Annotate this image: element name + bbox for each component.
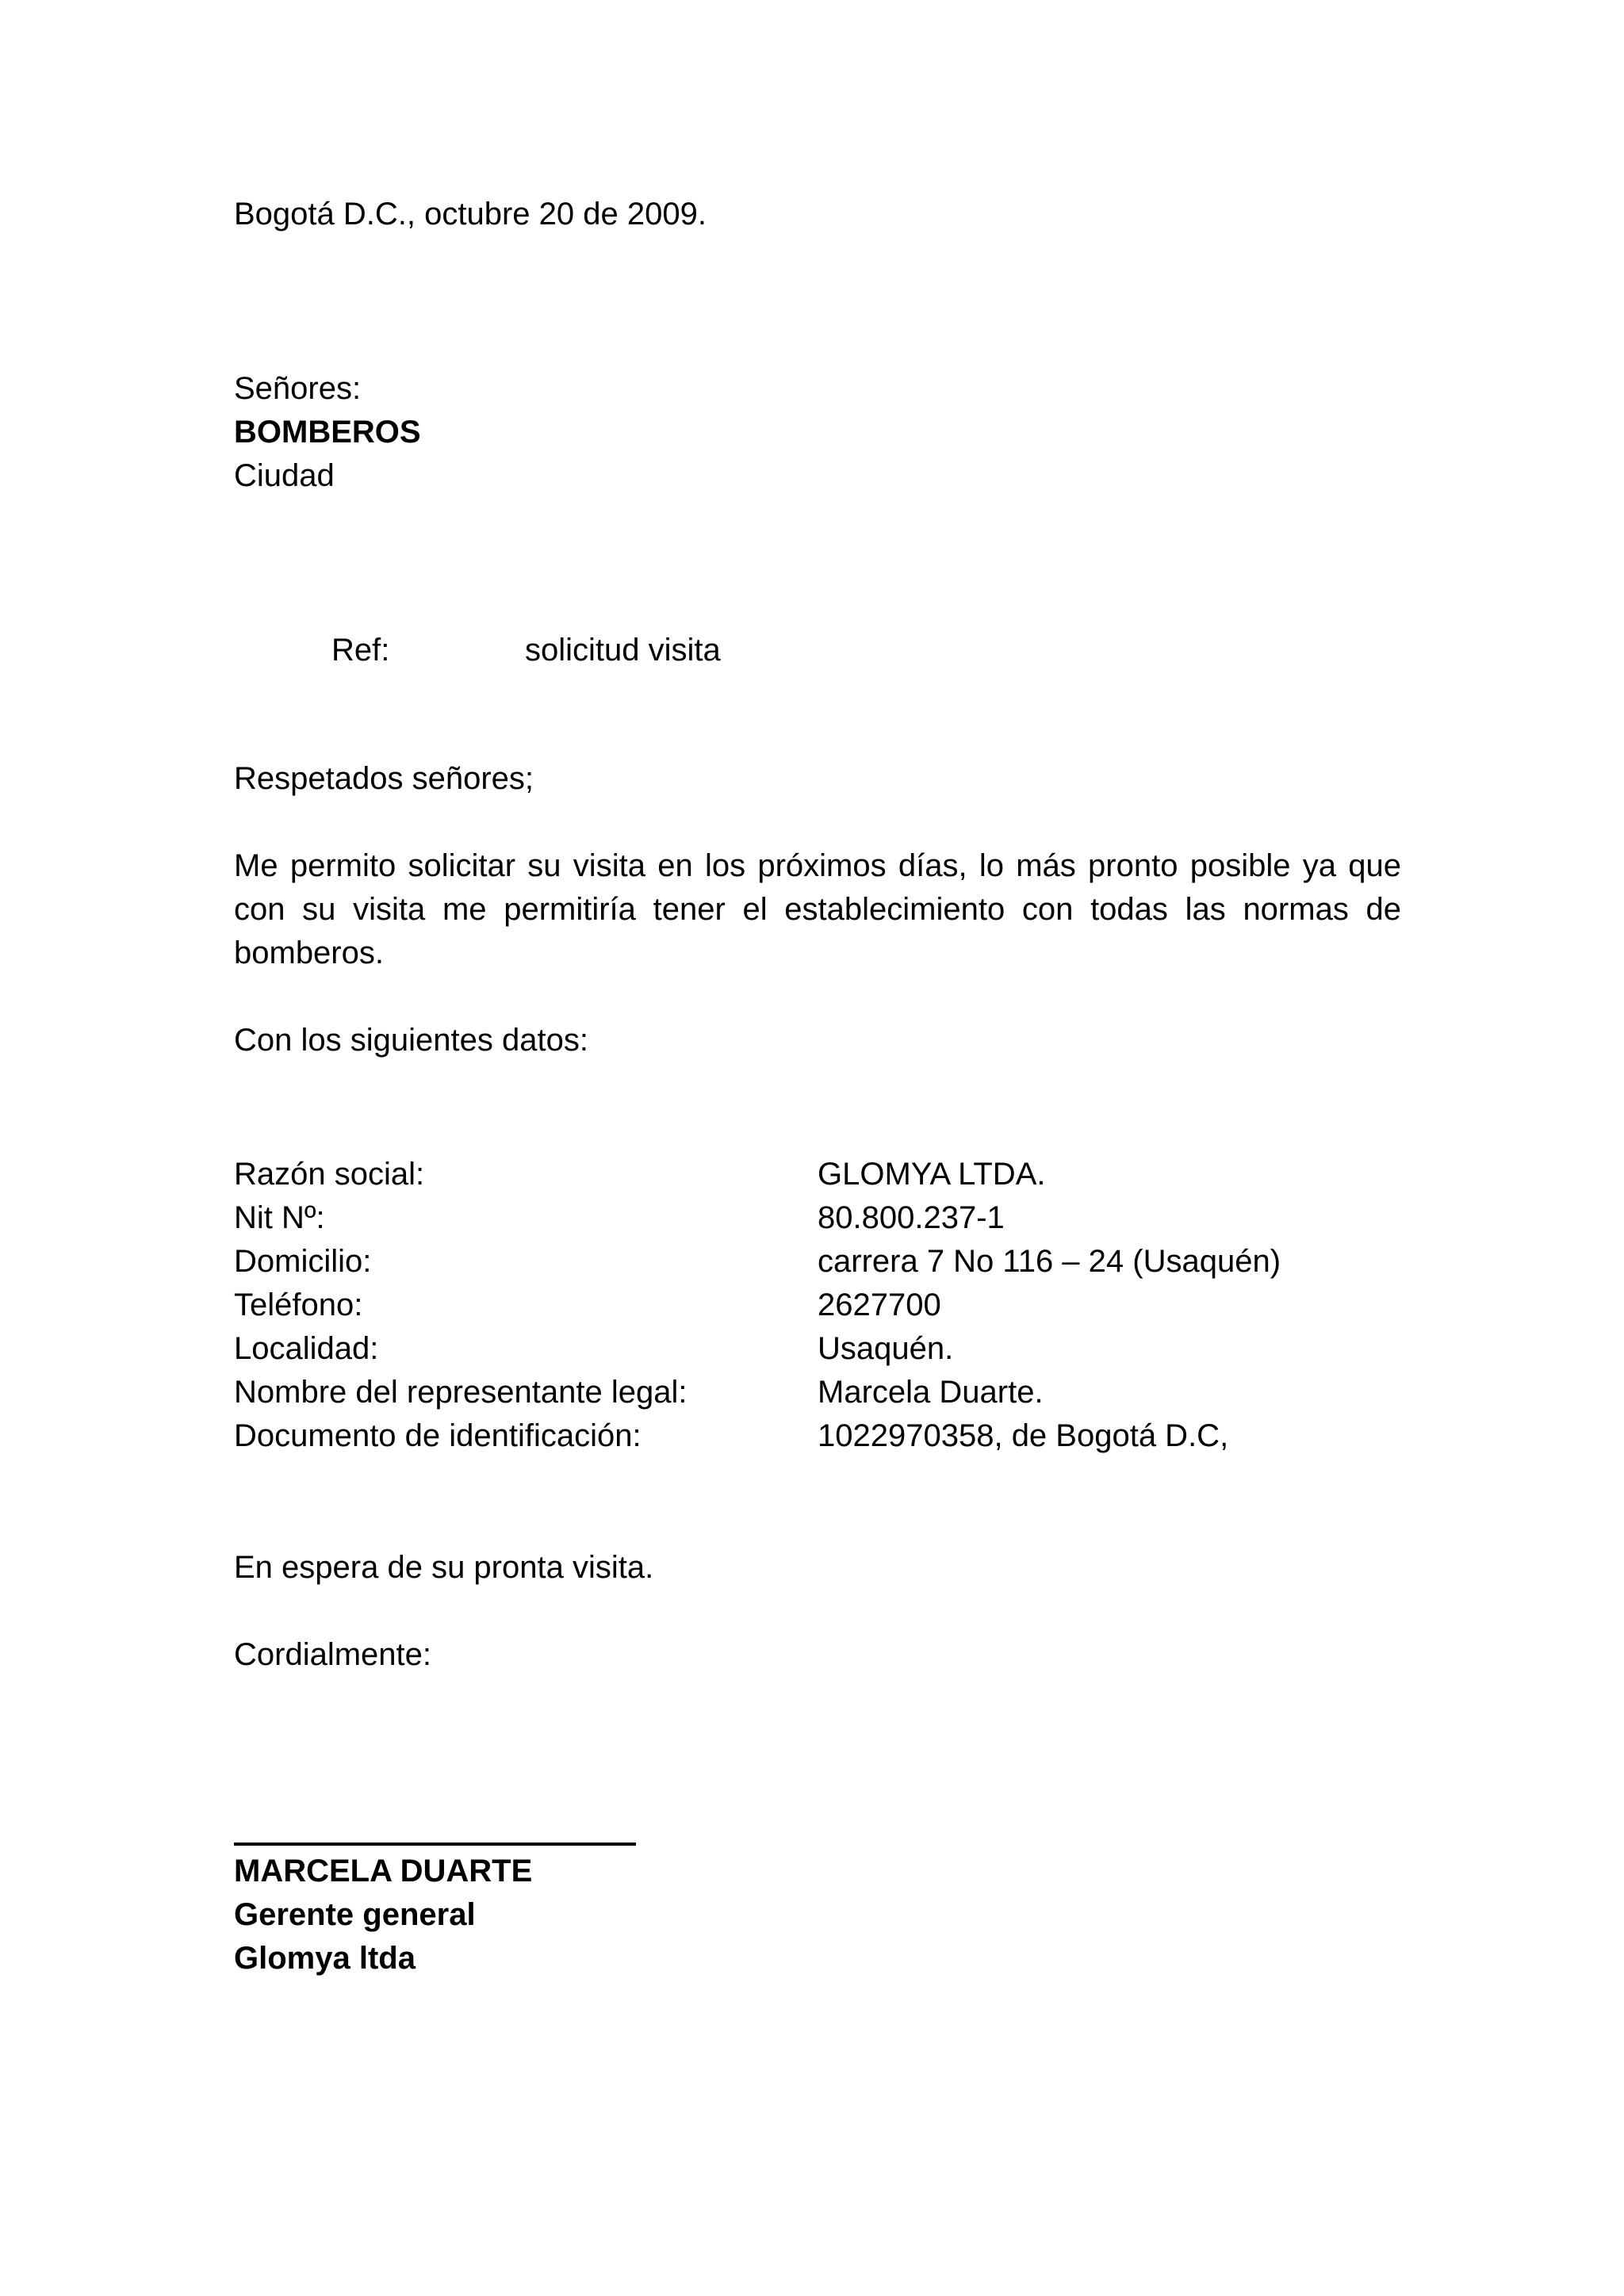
data-label: Teléfono:	[234, 1288, 363, 1322]
data-value: Usaquén.	[818, 1331, 954, 1366]
data-label: Nombre del representante legal:	[234, 1375, 688, 1410]
data-row	[234, 1327, 1281, 1371]
signature-name: MARCELA DUARTE	[234, 1854, 533, 1888]
data-row	[234, 1240, 1281, 1284]
data-value: 1022970358, de Bogotá D.C,	[818, 1418, 1229, 1453]
signature-company: Glomya ltda	[234, 1941, 416, 1976]
letter-date: Bogotá D.C., octubre 20 de 2009.	[234, 197, 707, 232]
data-label: Razón social:	[234, 1157, 425, 1192]
data-label: Localidad:	[234, 1331, 379, 1366]
data-value: Marcela Duarte.	[818, 1375, 1044, 1410]
signature-title: Gerente general	[234, 1897, 476, 1932]
farewell: Cordialmente:	[234, 1637, 432, 1672]
reference-label: Ref:	[331, 633, 390, 668]
data-row	[234, 1284, 1281, 1327]
data-row	[234, 1153, 1281, 1196]
signature-line	[234, 1843, 636, 1846]
reference-value: solicitud visita	[525, 633, 721, 668]
recipient-name: BOMBEROS	[234, 415, 421, 450]
data-value: 80.800.237-1	[818, 1200, 1005, 1235]
data-label: Nit Nº:	[234, 1200, 325, 1235]
data-value: GLOMYA LTDA.	[818, 1157, 1046, 1192]
data-label: Domicilio:	[234, 1244, 372, 1279]
data-value: 2627700	[818, 1288, 941, 1322]
data-intro: Con los siguientes datos:	[234, 1023, 588, 1058]
recipient-salutation: Señores:	[234, 371, 362, 406]
data-value: carrera 7 No 116 – 24 (Usaquén)	[818, 1244, 1281, 1279]
recipient-city: Ciudad	[234, 458, 335, 493]
closing-line: En espera de su pronta visita.	[234, 1550, 654, 1585]
data-label: Documento de identificación:	[234, 1418, 642, 1453]
company-data-table	[234, 1153, 1281, 1458]
body-paragraph: Me permito solicitar su visita en los próximos días, lo más pronto posible ya que con su visita me permitiría tener el establecimiento con todas las normas de bomberos.	[234, 848, 1401, 970]
data-row	[234, 1414, 1281, 1458]
data-row	[234, 1371, 1281, 1414]
data-row	[234, 1196, 1281, 1240]
greeting: Respetados señores;	[234, 761, 534, 796]
